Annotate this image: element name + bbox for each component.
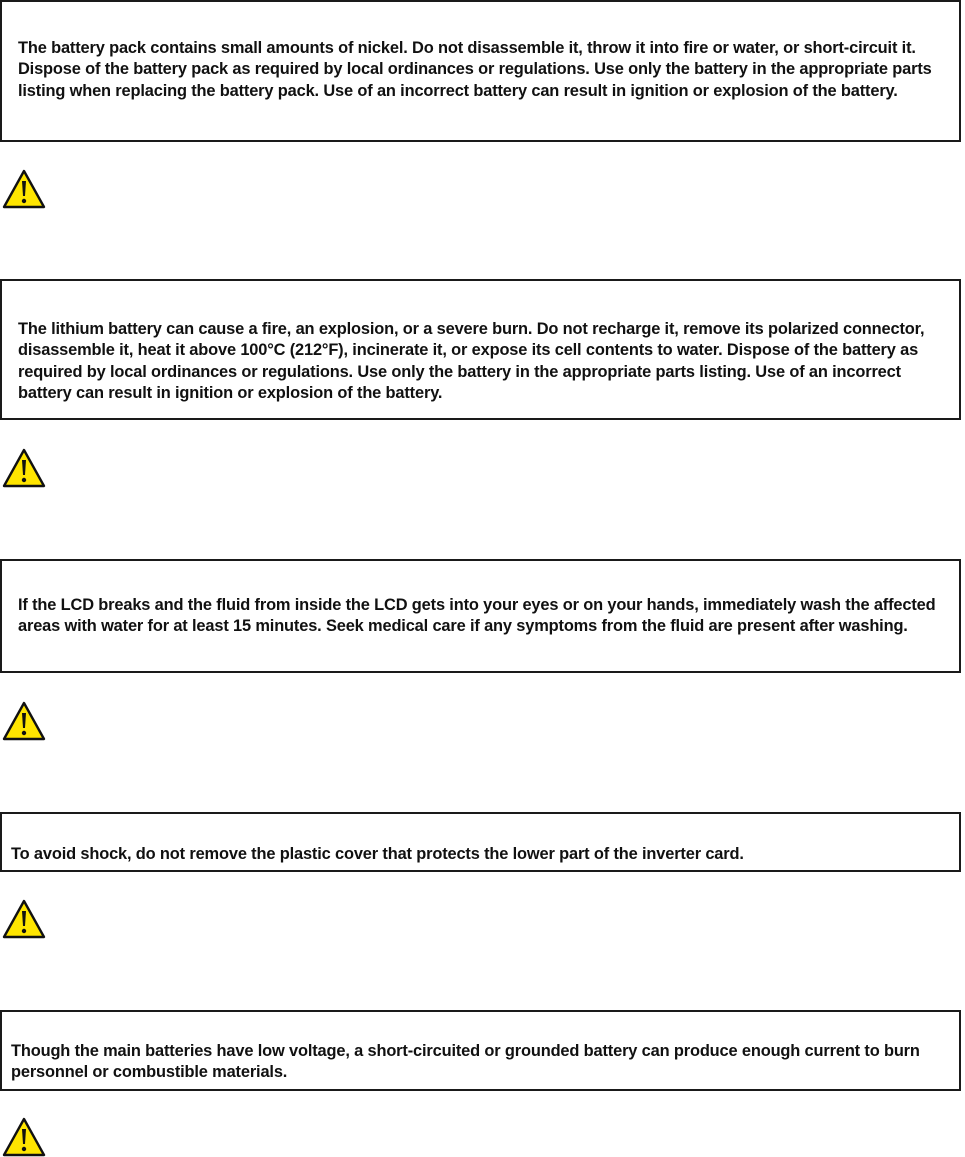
safety-notice-main-batteries [0, 1010, 961, 1091]
notice-text: The lithium battery can cause a fire, an explosion, or a severe burn. Do not recharge it, remove its polarized connector, disassemble it, heat it above 100°C (212°F), incinerate it, or expose its cell contents to water. Dispose of the battery as required by local ordinances or regulations. Use only the battery in the appropriate parts listing. Use of an incorrect battery can result in ignition or explosion of the battery. [18, 320, 925, 402]
safety-notice-inverter-cover [0, 812, 961, 872]
warning-triangle-icon [2, 169, 46, 209]
safety-notice-battery-pack [0, 0, 961, 142]
warning-triangle-icon [2, 701, 46, 741]
notice-text: The battery pack contains small amounts of nickel. Do not disassemble it, throw it into fire or water, or short-circuit it. Dispose of the battery pack as required by local ordinances or regulations. Use only the battery in the appropriate parts listing when replacing the battery pack. Use of an incorrect battery can result in ignition or explosion of the battery. [18, 39, 932, 100]
notice-text: If the LCD breaks and the fluid from inside the LCD gets into your eyes or on your hands, immediately wash the affected areas with water for at least 15 minutes. Seek medical care if any symptoms from the fluid are present after washing. [18, 596, 936, 636]
notice-text: Though the main batteries have low voltage, a short-circuited or grounded battery can produce enough current to burn personnel or combustible materials. [11, 1042, 920, 1082]
safety-notice-lithium-battery [0, 279, 961, 420]
safety-notice-lcd-fluid [0, 559, 961, 673]
warning-triangle-icon [2, 448, 46, 488]
notice-text: To avoid shock, do not remove the plastic cover that protects the lower part of the inverter card. [11, 845, 744, 863]
warning-triangle-icon [2, 899, 46, 939]
warning-triangle-icon [2, 1117, 46, 1157]
